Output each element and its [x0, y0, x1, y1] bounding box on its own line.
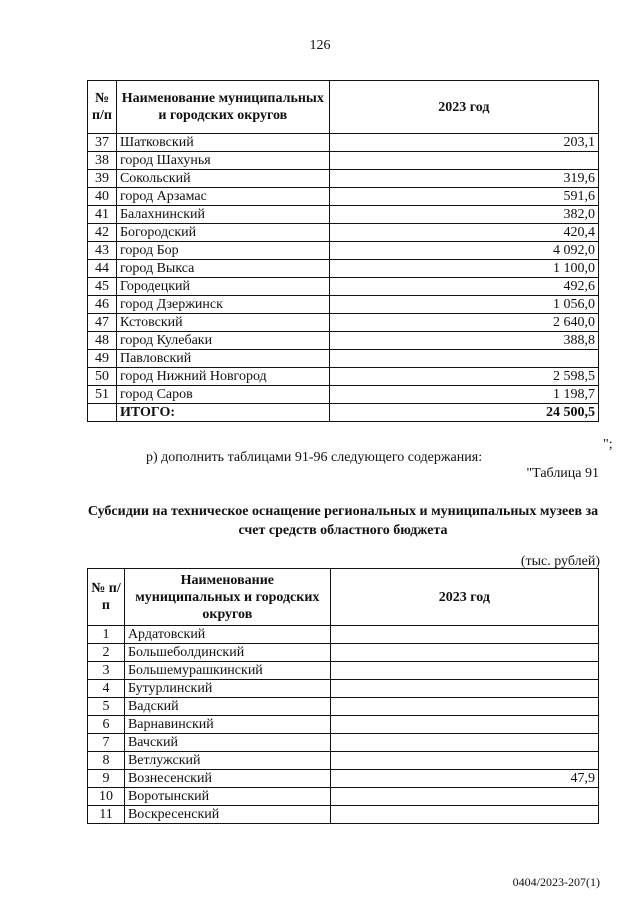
row-value: 1 198,7: [329, 386, 598, 404]
row-name: город Саров: [116, 386, 329, 404]
table-row: [88, 716, 599, 734]
row-name: город Выкса: [116, 260, 329, 278]
table-row: [88, 260, 599, 278]
row-value: [329, 350, 598, 368]
row-number: 45: [88, 278, 117, 296]
table-row: [88, 224, 599, 242]
row-value: [330, 734, 598, 752]
row-name: Вачский: [124, 734, 330, 752]
row-number: 11: [88, 806, 125, 824]
row-number: 46: [88, 296, 117, 314]
table-row: [88, 296, 599, 314]
row-number: 44: [88, 260, 117, 278]
row-value: [330, 644, 598, 662]
table-row: [88, 806, 599, 824]
row-name: город Кулебаки: [116, 332, 329, 350]
row-name: Балахнинский: [116, 206, 329, 224]
table-row: [88, 386, 599, 404]
table-row: [88, 188, 599, 206]
header-year: 2023 год: [329, 81, 598, 134]
row-value: 388,8: [329, 332, 598, 350]
row-number: 1: [88, 626, 125, 644]
section-heading: Субсидии на техническое оснащение региональных и муниципальных музеев за счет средств областного бюджета: [87, 504, 599, 538]
row-value: 2 598,5: [329, 368, 598, 386]
row-name: Городецкий: [116, 278, 329, 296]
table-row: [88, 134, 599, 152]
row-number: 37: [88, 134, 117, 152]
row-value: 319,6: [329, 170, 598, 188]
row-number: 10: [88, 788, 125, 806]
header-num: № п/п: [88, 81, 117, 134]
table-reference: "Таблица 91: [526, 466, 599, 481]
table-header-row: [88, 569, 599, 626]
row-value: [330, 752, 598, 770]
row-number: 42: [88, 224, 117, 242]
row-name: Кстовский: [116, 314, 329, 332]
row-value: [330, 806, 598, 824]
table-row: [88, 314, 599, 332]
row-name: город Арзамас: [116, 188, 329, 206]
row-name: город Нижний Новгород: [116, 368, 329, 386]
closing-quote: ";: [603, 437, 613, 452]
table-row: [88, 680, 599, 698]
row-value: 203,1: [329, 134, 598, 152]
table-row: [88, 170, 599, 188]
row-name: Сокольский: [116, 170, 329, 188]
row-name: Ветлужский: [124, 752, 330, 770]
row-value: 47,9: [330, 770, 598, 788]
header-name: Наименование муниципальных и городских округов: [124, 569, 330, 626]
row-name: город Бор: [116, 242, 329, 260]
row-number: 5: [88, 698, 125, 716]
row-name: Шатковский: [116, 134, 329, 152]
table-row: [88, 350, 599, 368]
row-name: Павловский: [116, 350, 329, 368]
row-name: Воротынский: [124, 788, 330, 806]
table-row: [88, 626, 599, 644]
row-name: город Дзержинск: [116, 296, 329, 314]
table-row: [88, 242, 599, 260]
row-value: [330, 626, 598, 644]
row-number: 4: [88, 680, 125, 698]
row-name: Ардатовский: [124, 626, 330, 644]
table-row: [88, 278, 599, 296]
row-number: 41: [88, 206, 117, 224]
row-value: [330, 680, 598, 698]
row-number: 47: [88, 314, 117, 332]
row-number: 39: [88, 170, 117, 188]
row-name: Большеболдинский: [124, 644, 330, 662]
row-name: город Шахунья: [116, 152, 329, 170]
row-value: 591,6: [329, 188, 598, 206]
row-value: 2 640,0: [329, 314, 598, 332]
table-row: [88, 698, 599, 716]
table-row: [88, 152, 599, 170]
row-number: 50: [88, 368, 117, 386]
row-value: [330, 716, 598, 734]
page-number: 126: [309, 38, 331, 53]
row-value: [330, 788, 598, 806]
row-value: 420,4: [329, 224, 598, 242]
table-row: [88, 752, 599, 770]
row-value: [330, 662, 598, 680]
document-code: 0404/2023-207(1): [512, 875, 600, 889]
total-row: [88, 404, 599, 422]
row-value: [330, 698, 598, 716]
row-number: 8: [88, 752, 125, 770]
table-row: [88, 206, 599, 224]
row-name: Богородский: [116, 224, 329, 242]
table-subsidies-continued: [87, 80, 599, 422]
row-number: 43: [88, 242, 117, 260]
row-value: 4 092,0: [329, 242, 598, 260]
row-number: 48: [88, 332, 117, 350]
table-row: [88, 662, 599, 680]
total-value: 24 500,5: [329, 404, 598, 422]
row-number: 6: [88, 716, 125, 734]
row-number: 38: [88, 152, 117, 170]
row-value: 1 100,0: [329, 260, 598, 278]
header-name: Наименование муниципальных и городских округов: [116, 81, 329, 134]
total-num-cell: [88, 404, 117, 422]
row-number: 40: [88, 188, 117, 206]
table-header-row: [88, 81, 599, 134]
table-row: [88, 788, 599, 806]
header-year: 2023 год: [330, 569, 598, 626]
row-name: Воскресенский: [124, 806, 330, 824]
table-row: [88, 734, 599, 752]
table-row: [88, 332, 599, 350]
units-label: (тыс. рублей): [520, 554, 600, 569]
header-num: № п/п: [88, 569, 125, 626]
table-91: [87, 568, 599, 824]
row-number: 3: [88, 662, 125, 680]
table-row: [88, 368, 599, 386]
row-name: Варнавинский: [124, 716, 330, 734]
row-number: 9: [88, 770, 125, 788]
row-name: Вадский: [124, 698, 330, 716]
row-name: Вознесенский: [124, 770, 330, 788]
row-name: Бутурлинский: [124, 680, 330, 698]
row-number: 51: [88, 386, 117, 404]
row-name: Большемурашкинский: [124, 662, 330, 680]
table-row: [88, 644, 599, 662]
row-number: 2: [88, 644, 125, 662]
row-value: 492,6: [329, 278, 598, 296]
row-value: 1 056,0: [329, 296, 598, 314]
row-value: [329, 152, 598, 170]
row-number: 7: [88, 734, 125, 752]
total-label: ИТОГО:: [116, 404, 329, 422]
amendment-paragraph: р) дополнить таблицами 91-96 следующего содержания:: [146, 450, 483, 465]
table-row: [88, 770, 599, 788]
row-value: 382,0: [329, 206, 598, 224]
row-number: 49: [88, 350, 117, 368]
